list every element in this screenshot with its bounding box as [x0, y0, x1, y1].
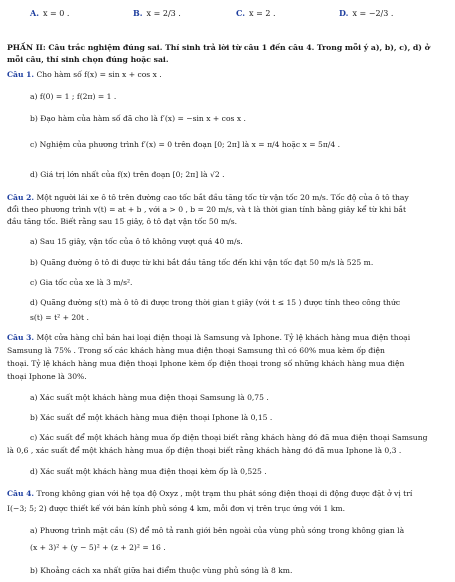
q2-item-d-line1: d) Quãng đường s(t) mà ô tô đi được trong thời gian t giây (với t ≤ 15 ) được tính theo công thức [30, 298, 401, 307]
q1-stem [7, 70, 162, 79]
q4-line1-text: Trong không gian với hệ tọa độ Oxyz , một trạm thu phát sóng điện thoại di động được đặt ở vị trí [36, 489, 413, 498]
part2-heading-line1: PHẦN II: Câu trắc nghiệm đúng sai. Thí sinh trả lời từ câu 1 đến câu 4. Trong mỗi ý a), b), c), d) ở [7, 43, 430, 52]
q2-line2: đổi theo phương trình v(t) = at + b , với a > 0 , b = 20 m/s, và t là thời gian tính bằng giây kể từ khi bắt [7, 205, 407, 214]
q1-item-a: a) f(0) = 1 ; f(2π) = 1 . [30, 92, 117, 101]
option-text: x = 0 . [43, 9, 70, 18]
q3-item-a: a) Xác suất một khách hàng mua điện thoại Samsung là 0,75 . [30, 393, 269, 402]
q2-line1 [7, 193, 409, 202]
q3-line1-text: Một cửa hàng chỉ bán hai loại điện thoại là Samsung và Iphone. Tỷ lệ khách hàng mua điện thoại [36, 333, 411, 342]
q4-item-a-line2: (x + 3)² + (y − 5)² + (z + 2)² = 16 . [30, 543, 166, 552]
q3-item-d: d) Xác suất một khách hàng mua điện thoại kèm ốp là 0,525 . [30, 467, 267, 476]
option-key: A. [30, 8, 39, 18]
q2-line3: đầu tăng tốc. Biết rằng sau 15 giây, ô tô đạt vận tốc 50 m/s. [7, 217, 238, 226]
q2-item-a: a) Sau 15 giây, vận tốc của ô tô không vượt quá 40 m/s. [30, 237, 243, 246]
q3-line1 [7, 333, 410, 342]
q1-stem-text: Cho hàm số f(x) = sin x + cos x . [36, 70, 162, 79]
q4-item-a-line1: a) Phương trình mặt cầu (S) để mô tả ranh giới bên ngoài của vùng phủ sóng trong không gian là [30, 526, 405, 535]
q3-label: Câu 3. [7, 333, 35, 342]
q2-item-b: b) Quãng đường ô tô đi được từ khi bắt đầu tăng tốc đến khi vận tốc đạt 50 m/s là 525 m. [30, 258, 374, 267]
option-a [30, 8, 69, 18]
q1-item-b: b) Đạo hàm của hàm số đã cho là f′(x) = −sin x + cos x . [30, 114, 246, 123]
q2-line1-text: Một người lái xe ô tô trên đường cao tốc bắt đầu tăng tốc từ vận tốc 20 m/s. Tốc độ của ô tô thay [36, 193, 409, 202]
option-key: D. [339, 8, 349, 18]
q2-label: Câu 2. [7, 193, 35, 202]
q3-item-c-line1: c) Xác suất để một khách hàng mua ốp điện thoại biết rằng khách hàng đó đã mua điện thoại Samsung [30, 433, 428, 442]
option-text: x = −2/3 . [352, 9, 394, 18]
q3-item-b: b) Xác suất để một khách hàng mua điện thoại Iphone là 0,15 . [30, 413, 273, 422]
q4-label: Câu 4. [7, 489, 35, 498]
q1-item-c: c) Nghiệm của phương trình f′(x) = 0 trên đoạn [0; 2π] là x = π/4 hoặc x = 5π/4 . [30, 140, 341, 149]
q2-item-d-line2: s(t) = t² + 20t . [30, 313, 89, 322]
q1-item-d: d) Giá trị lớn nhất của f(x) trên đoạn [0; 2π] là √2 . [30, 170, 225, 179]
part2-heading-line2: mỗi câu, thí sinh chọn đúng hoặc sai. [7, 55, 169, 64]
q3-line2: Samsung là 75% . Trong số các khách hàng mua điện thoại Samsung thì có 60% mua kèm ốp điện [7, 346, 385, 355]
q2-item-c: c) Gia tốc của xe là 3 m/s². [30, 278, 133, 287]
q3-line3: thoại. Tỷ lệ khách hàng mua điện thoại Iphone kèm ốp điện thoại trong số những khách hàng mua điện [7, 359, 405, 368]
option-text: x = 2/3 . [146, 9, 181, 18]
option-key: C. [236, 8, 246, 18]
option-c [236, 8, 276, 18]
option-text: x = 2 . [249, 9, 276, 18]
option-b [133, 8, 181, 18]
q4-line2: I(−3; 5; 2) được thiết kế với bán kính phủ sóng 4 km, mỗi đơn vị trên trục ứng với 1 km. [7, 504, 346, 513]
q1-label: Câu 1. [7, 70, 35, 79]
q3-item-c-line2: là 0,6 , xác suất để một khách hàng mua ốp điện thoại biết rằng khách hàng đó đã mua Iphone là 0,3 . [7, 446, 402, 455]
option-d [339, 8, 393, 18]
q3-line4: thoại Iphone là 30%. [7, 372, 87, 381]
q4-item-b: b) Khoảng cách xa nhất giữa hai điểm thuộc vùng phủ sóng là 8 km. [30, 566, 293, 575]
q4-line1 [7, 489, 412, 498]
option-key: B. [133, 8, 143, 18]
